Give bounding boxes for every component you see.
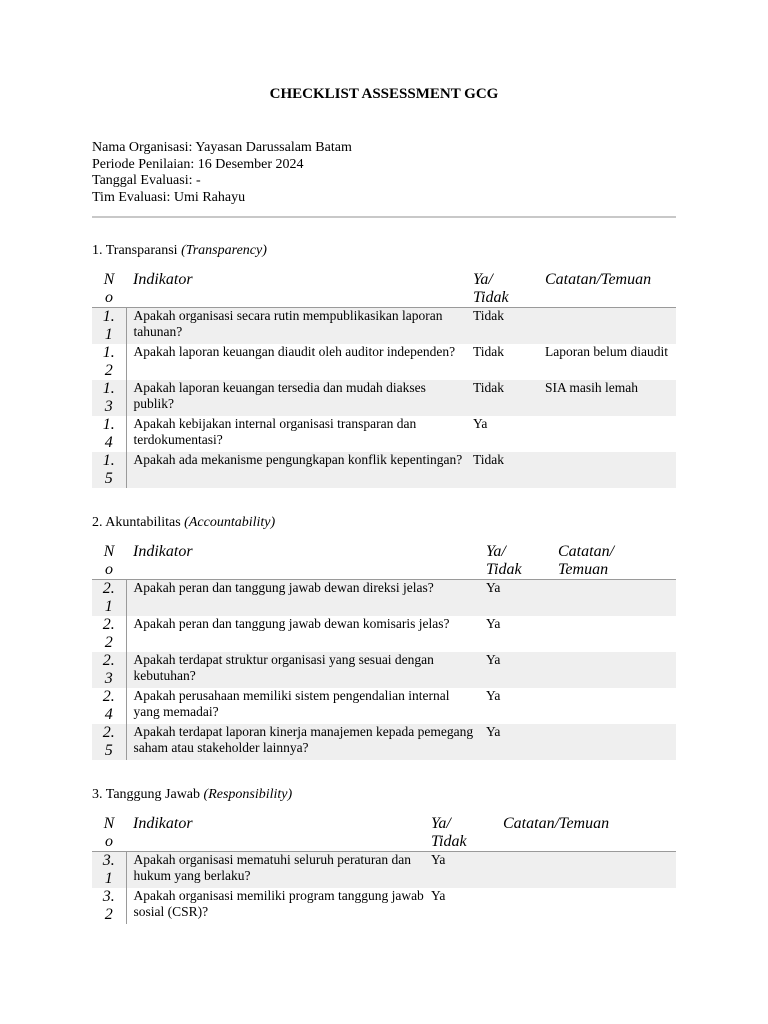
col-header-ya-tidak: Ya/ Tidak xyxy=(431,815,467,850)
col-header-catatan: Catatan/Temuan xyxy=(503,815,610,832)
row-ya-tidak: Ya xyxy=(431,852,446,867)
section-responsibility xyxy=(92,787,676,924)
meta-block xyxy=(92,140,352,206)
table-row xyxy=(92,724,676,760)
checklist-table xyxy=(92,815,676,924)
col-header-catatan: Catatan/ Temuan xyxy=(558,543,615,578)
row-catatan xyxy=(538,416,676,452)
row-catatan xyxy=(496,852,676,889)
row-ya-tidak: Tidak xyxy=(473,344,505,359)
col-header-ya-tidak: Ya/ Tidak xyxy=(486,543,522,578)
row-catatan xyxy=(496,888,676,924)
row-number-text: 2.1 xyxy=(102,580,115,615)
table-row xyxy=(92,688,676,724)
row-number-text: 2.3 xyxy=(102,652,115,687)
row-ya-tidak: Ya xyxy=(431,888,446,903)
row-number-text: 2.4 xyxy=(102,688,115,723)
col-header-indikator: Indikator xyxy=(133,271,193,288)
row-number-text: 1.2 xyxy=(102,344,115,379)
section-title: 3. Tanggung Jawab (Responsibility) xyxy=(92,787,293,802)
row-catatan xyxy=(538,308,676,345)
col-header-catatan: Catatan/Temuan xyxy=(545,271,652,288)
row-number xyxy=(92,852,126,889)
row-indikator: Apakah kebijakan internal organisasi transparan dan terdokumentasi? xyxy=(133,416,417,447)
table-row xyxy=(92,380,676,416)
row-number-text: 3.1 xyxy=(102,852,115,887)
row-indikator: Apakah ada mekanisme pengungkapan konflik kepentingan? xyxy=(133,452,463,467)
section-title: 1. Transparansi (Transparency) xyxy=(92,243,267,258)
row-number-text: 3.2 xyxy=(102,888,115,923)
row-ya-tidak: Ya xyxy=(486,724,501,739)
table-row xyxy=(92,416,676,452)
row-number-text: 2.2 xyxy=(102,616,115,651)
checklist-table xyxy=(92,543,676,760)
row-indikator: Apakah peran dan tanggung jawab dewan direksi jelas? xyxy=(133,580,434,595)
row-number xyxy=(92,452,126,488)
row-number xyxy=(92,416,126,452)
row-number-text: 1.1 xyxy=(102,308,115,343)
table-row xyxy=(92,852,676,889)
col-header-indikator: Indikator xyxy=(133,543,193,560)
table-row xyxy=(92,344,676,380)
row-ya-tidak: Ya xyxy=(486,580,501,595)
row-indikator: Apakah organisasi memiliki program tanggung jawab sosial (CSR)? xyxy=(133,888,424,919)
page-title: CHECKLIST ASSESSMENT GCG xyxy=(269,86,499,102)
col-header-no: No xyxy=(103,815,115,850)
col-header-no: No xyxy=(103,271,115,306)
row-catatan xyxy=(551,688,676,724)
row-number xyxy=(92,344,126,380)
row-number xyxy=(92,652,126,688)
row-number xyxy=(92,308,126,345)
row-ya-tidak: Ya xyxy=(473,416,488,431)
row-ya-tidak: Ya xyxy=(486,616,501,631)
row-ya-tidak: Ya xyxy=(486,688,501,703)
row-number xyxy=(92,580,126,617)
row-number-text: 1.3 xyxy=(102,380,115,415)
col-header-ya-tidak: Ya/ Tidak xyxy=(473,271,509,306)
row-indikator: Apakah terdapat struktur organisasi yang sesuai dengan kebutuhan? xyxy=(133,652,434,683)
row-catatan xyxy=(538,452,676,488)
row-catatan xyxy=(551,652,676,688)
section-title: 2. Akuntabilitas (Accountability) xyxy=(92,515,276,530)
row-indikator: Apakah perusahaan memiliki sistem pengendalian internal yang memadai? xyxy=(133,688,450,719)
table-row xyxy=(92,888,676,924)
row-catatan xyxy=(551,580,676,617)
col-header-no: No xyxy=(103,543,115,578)
table-row xyxy=(92,308,676,345)
row-number-text: 1.4 xyxy=(102,416,115,451)
table-row xyxy=(92,616,676,652)
table-row xyxy=(92,452,676,488)
row-ya-tidak: Ya xyxy=(486,652,501,667)
row-number-text: 1.5 xyxy=(102,452,115,487)
meta-team: Tim Evaluasi: Umi Rahayu xyxy=(92,189,246,205)
table-row xyxy=(92,580,676,617)
meta-eval-date: Tanggal Evaluasi: - xyxy=(92,173,201,188)
table-row xyxy=(92,652,676,688)
row-number-text: 2.5 xyxy=(102,724,115,759)
meta-organization: Nama Organisasi: Yayasan Darussalam Batam xyxy=(92,140,352,155)
row-number xyxy=(92,380,126,416)
row-indikator: Apakah peran dan tanggung jawab dewan komisaris jelas? xyxy=(133,616,450,631)
row-ya-tidak: Tidak xyxy=(473,452,505,467)
row-indikator: Apakah laporan keuangan tersedia dan mudah diakses publik? xyxy=(133,380,426,411)
row-indikator: Apakah organisasi secara rutin mempublikasikan laporan tahunan? xyxy=(133,308,443,339)
row-catatan: Laporan belum diaudit xyxy=(545,344,668,359)
row-catatan xyxy=(551,724,676,760)
row-indikator: Apakah organisasi mematuhi seluruh peraturan dan hukum yang berlaku? xyxy=(133,852,412,883)
checklist-table xyxy=(92,271,676,488)
row-indikator: Apakah laporan keuangan diaudit oleh auditor independen? xyxy=(133,344,456,359)
section-transparency xyxy=(92,243,676,488)
meta-period: Periode Penilaian: 16 Desember 2024 xyxy=(92,156,304,172)
row-indikator: Apakah terdapat laporan kinerja manajemen kepada pemegang saham atau stakeholder lainnya? xyxy=(133,724,474,755)
col-header-indikator: Indikator xyxy=(133,815,193,832)
row-ya-tidak: Tidak xyxy=(473,308,505,323)
row-number xyxy=(92,888,126,924)
row-catatan xyxy=(551,616,676,652)
row-catatan: SIA masih lemah xyxy=(545,380,638,395)
row-ya-tidak: Tidak xyxy=(473,380,505,395)
row-number xyxy=(92,616,126,652)
row-number xyxy=(92,688,126,724)
divider xyxy=(92,216,676,218)
section-accountability xyxy=(92,515,676,760)
row-number xyxy=(92,724,126,760)
